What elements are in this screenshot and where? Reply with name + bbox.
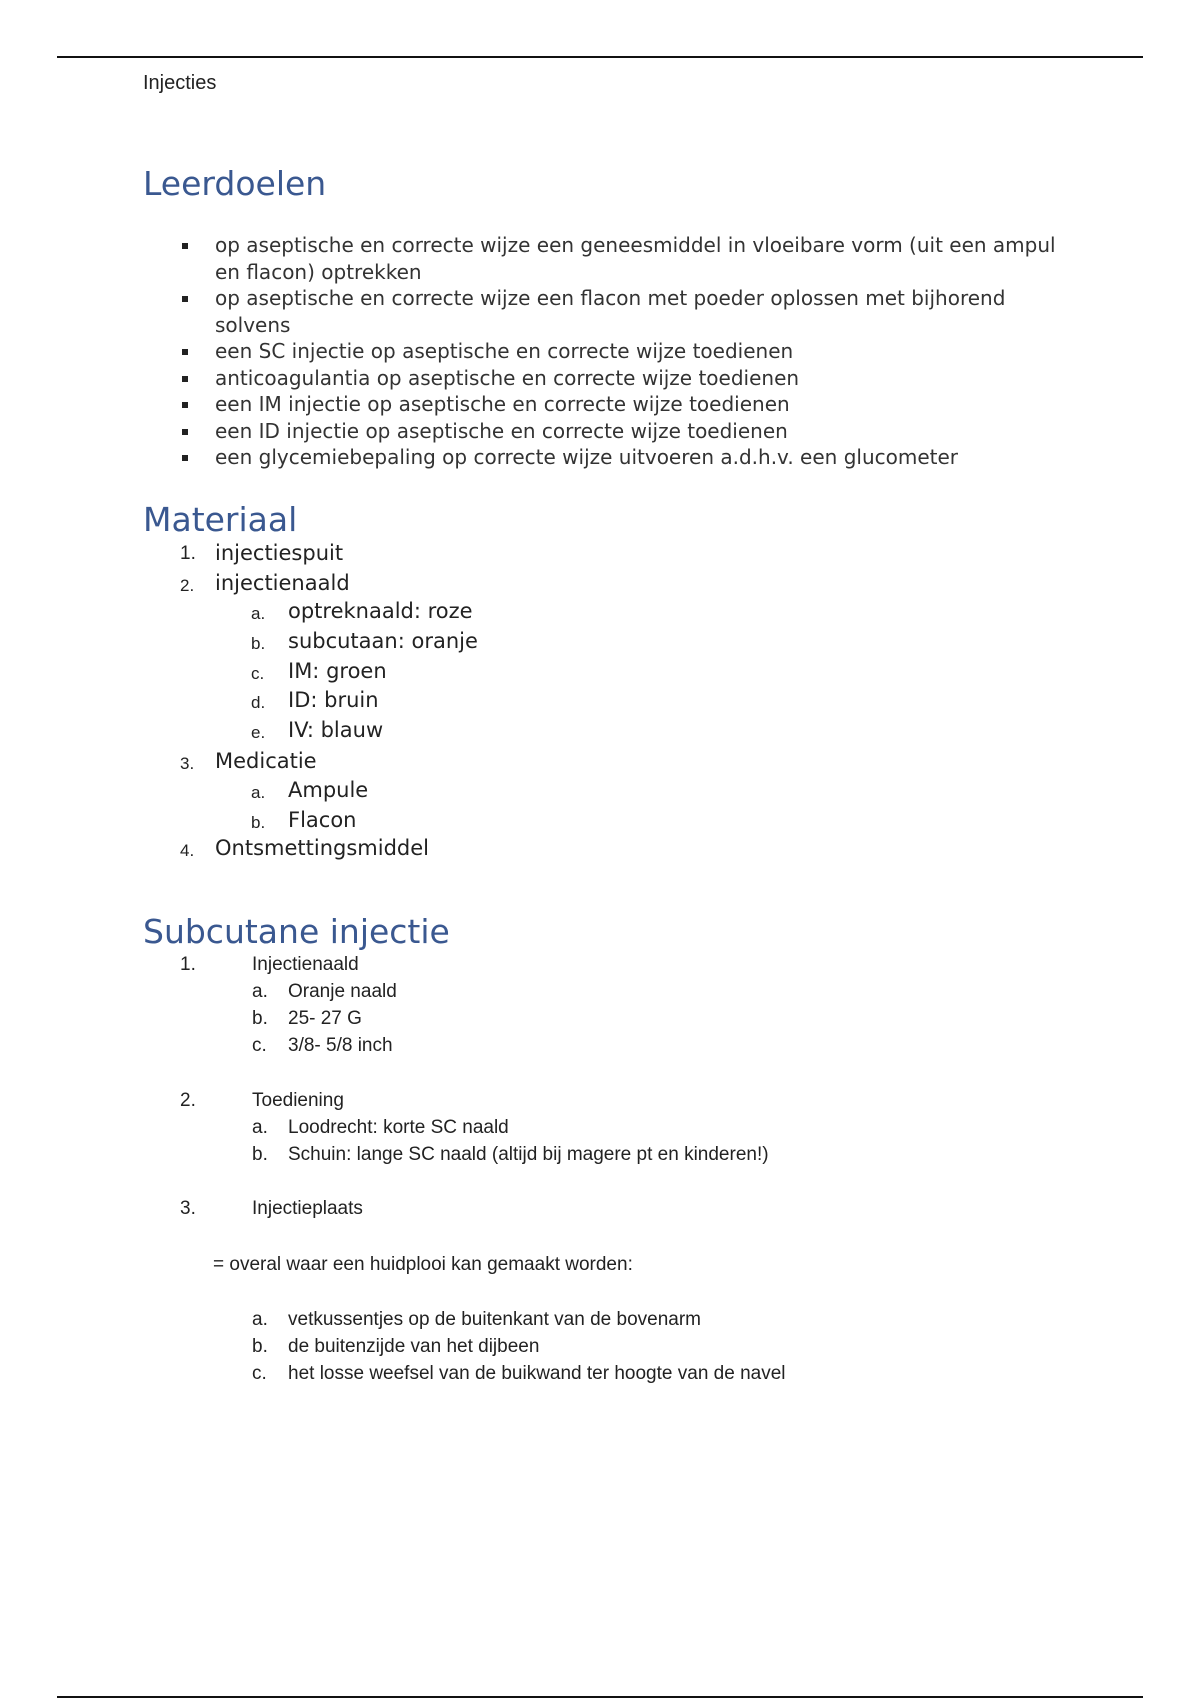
- bullet-icon: [182, 376, 188, 382]
- materiaal-3a-label: Ampule: [288, 778, 369, 802]
- materiaal-2b-letter: b.: [251, 634, 266, 653]
- bullet-icon: [182, 402, 188, 408]
- bullet-icon: [182, 296, 188, 302]
- materiaal-3b-letter: b.: [251, 813, 266, 832]
- heading-subcutane-injectie: Subcutane injectie: [143, 912, 450, 951]
- list-item: een glycemiebepaling op correcte wijze uitvoeren a.d.h.v. een glucometer: [170, 444, 1070, 471]
- sc-section-3-label: Injectieplaats: [252, 1198, 363, 1219]
- heading-materiaal: Materiaal: [143, 500, 298, 539]
- sc-1b-label: 25- 27 G: [288, 1008, 362, 1029]
- sc-3b-letter: b.: [252, 1336, 268, 1357]
- sc-1c-letter: c.: [252, 1035, 267, 1056]
- sc-1a-letter: a.: [252, 981, 268, 1002]
- sc-3a-label: vetkussentjes op de buitenkant van de bovenarm: [288, 1309, 701, 1330]
- materiaal-2c-label: IM: groen: [288, 659, 387, 683]
- page-header-title: Injecties: [143, 72, 217, 94]
- list-item: een IM injectie op aseptische en correcte wijze toedienen: [170, 391, 1070, 418]
- sc-1c-label: 3/8- 5/8 inch: [288, 1035, 393, 1056]
- materiaal-2a-label: optreknaald: roze: [288, 599, 473, 623]
- sc-3c-letter: c.: [252, 1363, 267, 1384]
- materiaal-item-1-label: injectiespuit: [215, 541, 344, 565]
- materiaal-2d-label: ID: bruin: [288, 688, 379, 712]
- sc-section-3-note: = overal waar een huidplooi kan gemaakt worden:: [213, 1254, 633, 1275]
- sc-1b-letter: b.: [252, 1008, 268, 1029]
- materiaal-2e-letter: e.: [251, 723, 266, 742]
- list-item: een SC injectie op aseptische en correcte wijze toedienen: [170, 338, 1070, 365]
- list-item: op aseptische en correcte wijze een flacon met poeder oplossen met bijhorend solvens: [170, 285, 1070, 338]
- materiaal-2d-letter: d.: [251, 693, 266, 712]
- sc-section-2-label: Toediening: [252, 1090, 344, 1111]
- materiaal-3b-label: Flacon: [288, 808, 357, 832]
- bullet-icon: [182, 429, 188, 435]
- sc-section-1-num: 1.: [180, 954, 196, 975]
- leerdoelen-list: [170, 232, 1070, 471]
- materiaal-2a-letter: a.: [251, 604, 266, 623]
- materiaal-2e-label: IV: blauw: [288, 718, 384, 742]
- materiaal-2c-letter: c.: [251, 664, 265, 683]
- list-item: anticoagulantia op aseptische en correcte wijze toedienen: [170, 365, 1070, 392]
- materiaal-3a-letter: a.: [251, 783, 266, 802]
- bullet-icon: [182, 455, 188, 461]
- materiaal-2b-label: subcutaan: oranje: [288, 629, 478, 653]
- materiaal-item-3-label: Medicatie: [215, 749, 317, 773]
- bullet-icon: [182, 243, 188, 249]
- materiaal-item-4-num: 4.: [180, 841, 195, 860]
- sc-section-1-label: Injectienaald: [252, 954, 359, 975]
- sc-3c-label: het losse weefsel van de buikwand ter hoogte van de navel: [288, 1363, 786, 1384]
- materiaal-item-2-label: injectienaald: [215, 571, 350, 595]
- heading-leerdoelen: Leerdoelen: [143, 164, 327, 203]
- sc-3b-label: de buitenzijde van het dijbeen: [288, 1336, 540, 1357]
- sc-2b-label: Schuin: lange SC naald (altijd bij magere pt en kinderen!): [288, 1144, 769, 1165]
- materiaal-item-3-num: 3.: [180, 754, 195, 773]
- materiaal-item-1-num: 1.: [180, 543, 196, 564]
- footer-rule: [57, 1696, 1143, 1698]
- sc-2b-letter: b.: [252, 1144, 268, 1165]
- sc-2a-label: Loodrecht: korte SC naald: [288, 1117, 509, 1138]
- list-item: op aseptische en correcte wijze een geneesmiddel in vloeibare vorm (uit een ampul en flacon) optrekken: [170, 232, 1070, 285]
- list-item: een ID injectie op aseptische en correcte wijze toedienen: [170, 418, 1070, 445]
- materiaal-item-4-label: Ontsmettingsmiddel: [215, 836, 429, 860]
- bullet-icon: [182, 349, 188, 355]
- sc-2a-letter: a.: [252, 1117, 268, 1138]
- sc-section-3-num: 3.: [180, 1198, 196, 1219]
- sc-section-2-num: 2.: [180, 1090, 196, 1111]
- header-rule: [57, 56, 1143, 58]
- materiaal-item-2-num: 2.: [180, 576, 195, 595]
- sc-1a-label: Oranje naald: [288, 981, 397, 1002]
- sc-3a-letter: a.: [252, 1309, 268, 1330]
